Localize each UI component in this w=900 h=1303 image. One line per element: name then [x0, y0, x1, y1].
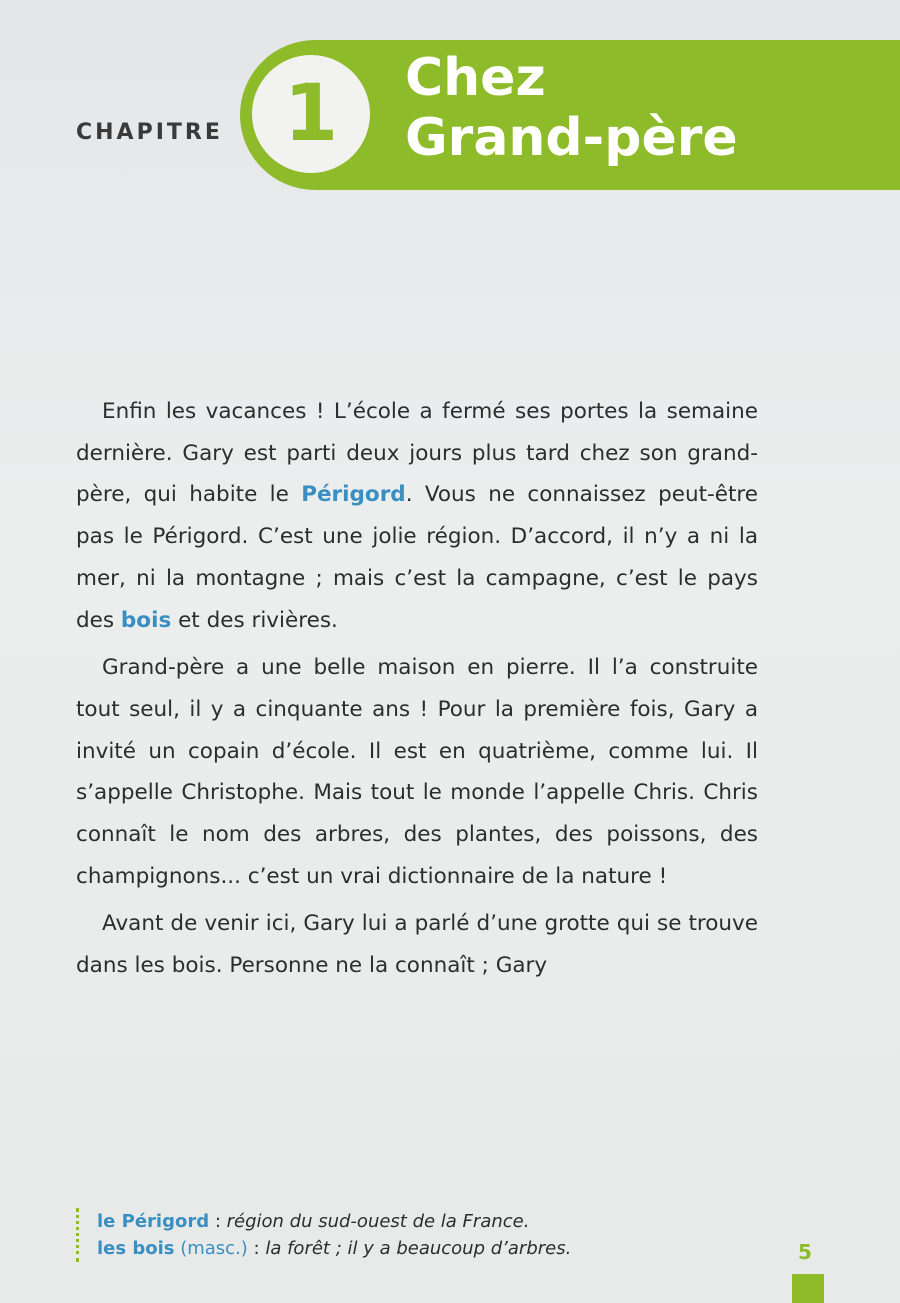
footnote-grammar: (masc.) — [174, 1238, 248, 1259]
chapter-number-badge — [252, 55, 370, 173]
chapter-title-line1: Chez — [405, 48, 546, 108]
glossary-footnotes — [76, 1208, 737, 1262]
chapter-body — [76, 391, 758, 993]
footnote-definition: la forêt ; il y a beaucoup d’arbres. — [265, 1238, 572, 1259]
footnote-definition: région du sud-ouest de la France. — [226, 1211, 530, 1232]
paragraph-3: Avant de venir ici, Gary lui a parlé d’une grotte qui se trouve dans les bois. Personne ne la connaît ; Gary — [76, 911, 758, 979]
chapter-title-line2: Grand-père — [405, 108, 738, 168]
chapter-title — [405, 48, 885, 168]
page-number: 5 — [798, 1240, 812, 1264]
keyword-perigord: Périgord — [301, 482, 406, 508]
page-edge-tab — [792, 1274, 824, 1303]
chapter-number: 1 — [283, 69, 339, 159]
footnote-term: le Périgord — [97, 1211, 210, 1232]
footnote-separator: : — [209, 1211, 227, 1232]
footnote-item — [97, 1208, 737, 1235]
chapter-label: CHAPITRE — [76, 120, 223, 145]
paragraph-2: Grand-père a une belle maison en pierre. Il l’a construite tout seul, il y a cinquante ans ! Pour la première fois, Gary a invité un copain d’école. Il est en quatrième, comme lui. Il s’appelle Christophe. Mais tout le monde l’appelle Chris. Chris connaît le nom des arbres, des plantes, des poissons, des champignons... c’est un vrai dictionnaire de la nature ! — [76, 655, 758, 889]
paragraph-1-text-a: Enfin les vacances ! L’école a fermé ses portes la semaine dernière. Gary est parti deux jours plus tard chez son grand-père, qui habite le — [76, 399, 758, 508]
paragraph-1-text-c: et des rivières. — [171, 607, 338, 633]
keyword-bois: bois — [120, 607, 172, 633]
footnote-separator: : — [247, 1238, 266, 1259]
paragraph-1-text-b: . Vous ne connaissez peut-être pas le Périgord. C’est une jolie région. D’accord, il n’y a ni la mer, ni la montagne ; mais c’est la campagne, c’est le pays des — [76, 482, 759, 633]
footnote-item — [97, 1235, 737, 1262]
paragraph-1 — [76, 391, 758, 641]
footnote-term: les bois — [97, 1238, 175, 1259]
